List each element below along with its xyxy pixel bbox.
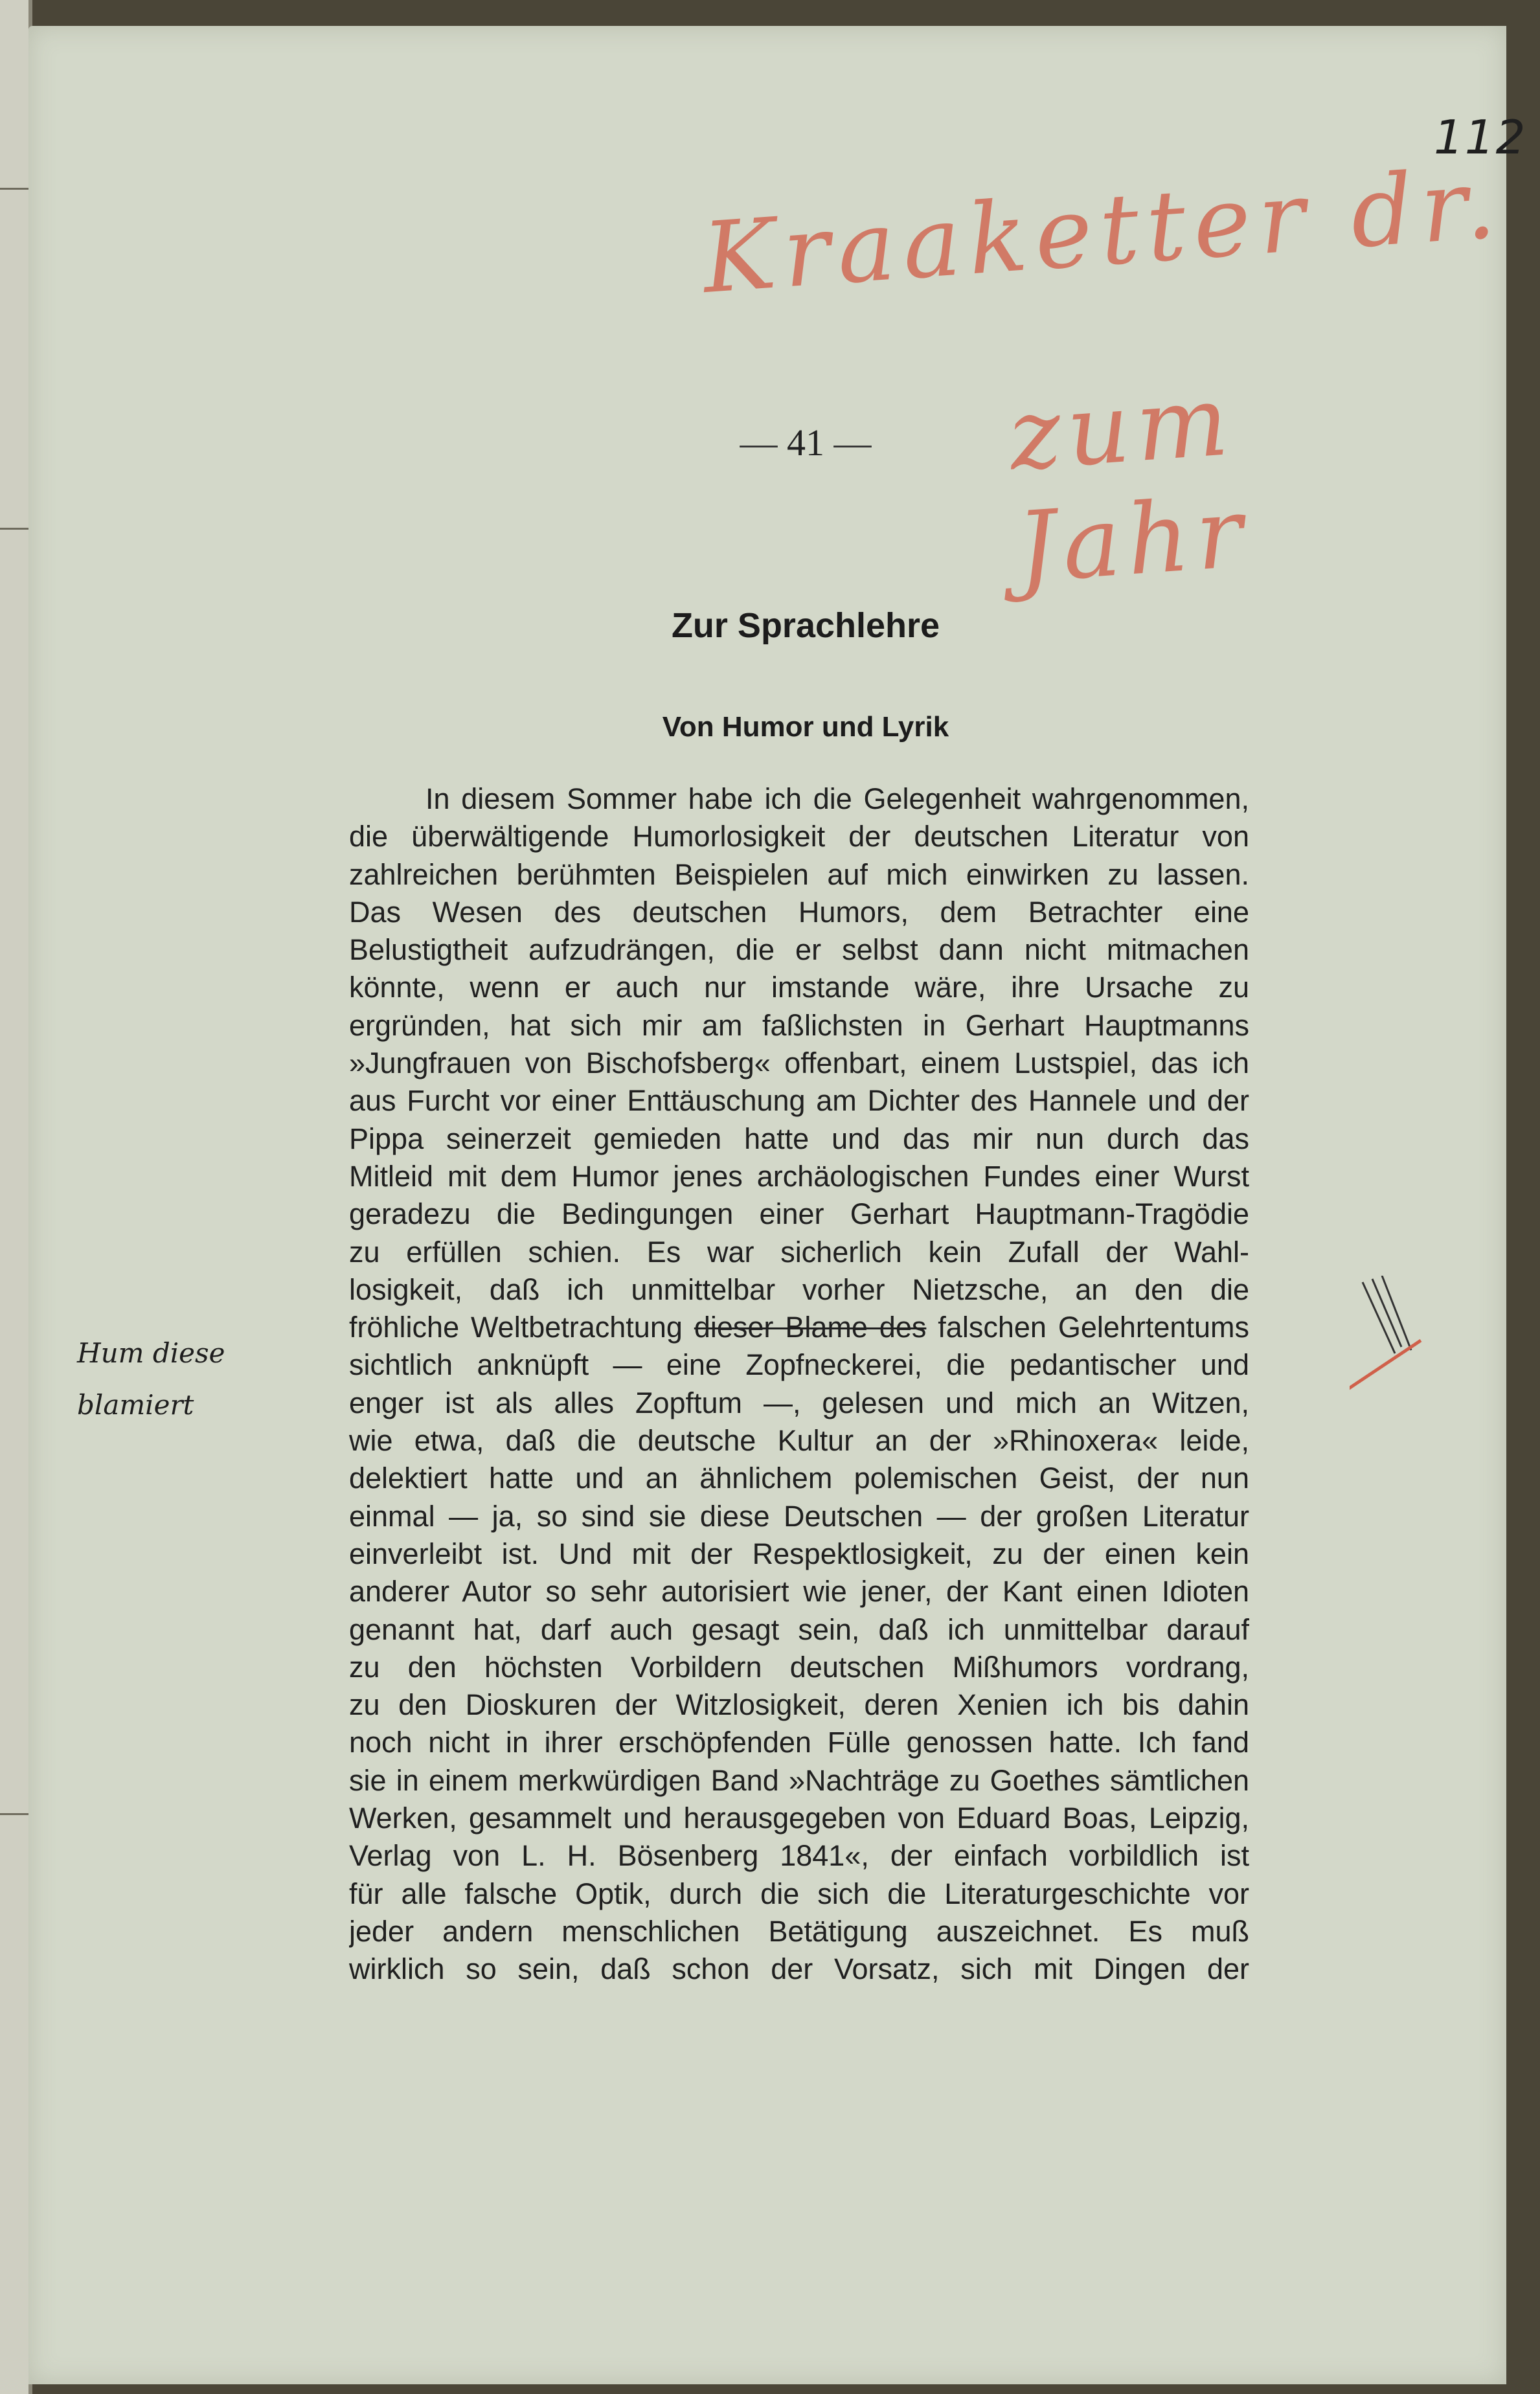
edge-line: [0, 528, 28, 530]
margin-note-line1: Hum diese: [77, 1337, 225, 1369]
text-line: wie etwa, daß die deutsche Kultur an der »Rhinoxera« leide,: [349, 1424, 1249, 1458]
struck-text: dieser Blame des: [694, 1311, 927, 1344]
text-line: Belustigtheit aufzudrängen, die er selbst dann nicht mitmachen: [349, 933, 1249, 967]
text-line: sichtlich anknüpft — eine Zopfneckerei, die pedantischer und: [349, 1348, 1249, 1382]
text-line: jeder andern menschlichen Betätigung auszeichnet. Es muß: [349, 1914, 1249, 1948]
text-line: Pippa seinerzeit gemieden hatte und das mir nun durch das: [349, 1122, 1249, 1155]
text-line: einmal — ja, so sind sie diese Deutschen — der großen Literatur: [349, 1499, 1249, 1533]
text-line: enger ist als alles Zopftum —, gelesen und mich an Witzen,: [349, 1386, 1249, 1419]
text-line: aus Furcht vor einer Enttäuschung am Dichter des Hannele und der: [349, 1084, 1249, 1118]
text-line: »Jungfrauen von Bischofsberg« offenbart, einem Lustspiel, das ich: [349, 1046, 1249, 1080]
text-line: Verlag von L. H. Bösenberg 1841«, der einfach vorbildlich ist: [349, 1839, 1249, 1873]
margin-handwritten-note: [77, 1327, 239, 1431]
text-line-with-correction: [349, 1309, 1249, 1346]
margin-note-line2: blamiert: [77, 1389, 194, 1421]
text-line: zu den höchsten Vorbildern deutschen Mißhumors vordrang,: [349, 1650, 1249, 1684]
text-line: könnte, wenn er auch nur imstande wäre, ihre Ursache zu: [349, 971, 1249, 1004]
text-line: genannt hat, darf auch gesagt sein, daß ich unmittelbar darauf: [349, 1612, 1249, 1646]
handwritten-page-number: 112: [1434, 110, 1527, 164]
text-line: die überwältigende Humorlosigkeit der deutschen Literatur von: [349, 820, 1249, 853]
text-line: Das Wesen des deutschen Humors, dem Betrachter eine: [349, 895, 1249, 929]
article-subtitle: Von Humor und Lyrik: [662, 711, 949, 743]
text-line: noch nicht in ihrer erschöpfenden Fülle genossen hatte. Ich fand: [349, 1726, 1249, 1759]
text-line: losigkeit, daß ich unmittelbar vorher Nietzsche, an den die: [349, 1272, 1249, 1306]
text-line: wirklich so sein, daß schon der Vorsatz, sich mit Dingen der: [349, 1952, 1249, 1986]
adjacent-page-edge: [0, 0, 32, 2394]
edge-line: [0, 188, 28, 190]
document-page: [28, 26, 1527, 2384]
text-line: einverleibt ist. Und mit der Respektlosigkeit, zu der einen kein: [349, 1537, 1249, 1570]
text-line: In diesem Sommer habe ich die Gelegenheit wahrgenommen,: [425, 782, 1249, 815]
red-pencil-stroke: [1350, 1340, 1421, 1392]
text-segment: falschen Gelehrtentums: [938, 1311, 1249, 1344]
text-segment: fröhliche Weltbetrachtung: [349, 1311, 683, 1344]
text-line: anderer Autor so sehr autorisiert wie jener, der Kant einen Idioten: [349, 1575, 1249, 1609]
text-line: Werken, gesammelt und herausgegeben von Eduard Boas, Leipzig,: [349, 1801, 1249, 1835]
text-line: geradezu die Bedingungen einer Gerhart Hauptmann-Tragödie: [349, 1197, 1249, 1231]
page-number-value: 41: [787, 422, 824, 464]
text-line: delektiert hatte und an ähnlichem polemischen Geist, der nun: [349, 1462, 1249, 1495]
edge-line: [0, 1813, 28, 1815]
article-body: [349, 780, 1249, 1989]
text-line: ergründen, hat sich mir am faßlichsten in Gerhart Hauptmanns: [349, 1008, 1249, 1042]
red-pencil-annotation-line2: zum Jahr: [1005, 364, 1253, 605]
text-line: zu erfüllen schien. Es war sicherlich kein Zufall der Wahl-: [349, 1235, 1249, 1269]
text-line: für alle falsche Optik, durch die sich die Literaturgeschichte vor: [349, 1877, 1249, 1910]
article-title: Zur Sprachlehre: [671, 606, 940, 645]
text-line: zu den Dioskuren der Witzlosigkeit, deren Xenien ich bis dahin: [349, 1688, 1249, 1722]
text-line: Mitleid mit dem Humor jenes archäologischen Fundes einer Wurst: [349, 1159, 1249, 1193]
text-line: sie in einem merkwürdigen Band »Nachträge zu Goethes sämtlichen: [349, 1763, 1249, 1797]
text-line: zahlreichen berühmten Beispielen auf mich einwirken zu lassen.: [349, 857, 1249, 891]
red-pencil-annotation-line1: Kraaketter dr.: [699, 147, 1507, 315]
printed-page-number: — 41 —: [740, 422, 872, 464]
margin-check-mark: [1350, 1276, 1427, 1418]
